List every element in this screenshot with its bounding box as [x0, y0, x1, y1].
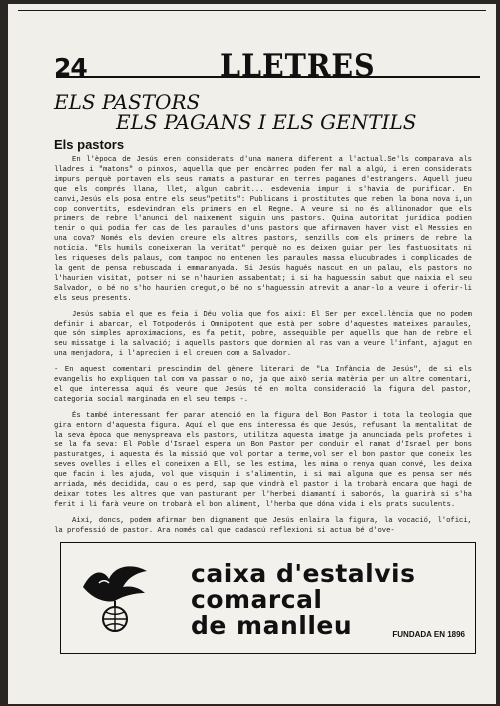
- page-number: 24: [54, 53, 87, 82]
- dove-globe-icon: [75, 557, 157, 639]
- article-title-line2: ELS PAGANS I ELS GENTILS: [116, 110, 417, 134]
- page-header: [20, 46, 480, 84]
- header-rule: [56, 76, 480, 78]
- bank-advert: [60, 542, 476, 654]
- article-subheading: Els pastors: [54, 137, 125, 152]
- section-title: LLETRES: [220, 48, 376, 84]
- advert-line-2: comarcal: [191, 585, 323, 614]
- advert-line-1: caixa d'estalvis: [191, 559, 416, 588]
- article-body: [54, 156, 472, 543]
- top-border: [18, 10, 486, 14]
- paragraph: Jesús sabia el que es feia i Déu volia que fos així: El Ser per excel.lència que no podem definir i abarcar, el Totpoderós i Omnipotent que està per sobre d'aquestes mateixes paraules, que són simples aproximacions, es fa petit, pobre, assequible per aquells que han de rebre el seu missatge i la salvació; i aquells pastors que dormien al ras van a veure l'infant, ajagut en una menjadora, i l'aprecien i el creuen com a Salvador.: [54, 310, 472, 359]
- paragraph: - En aquest comentari prescindim del gènere literari de "La Infància de Jesús", de si els evangelis ho expliquen tal com va passar o no, ja que això seria matèria per un altre comentari, el que interessa aquí és veure que Jesús té en molta consideració la figura del pastor, categoria social marginada en el seu temps -.: [54, 366, 472, 404]
- advert-line-3: de manlleu: [191, 611, 353, 640]
- paragraph: És també interessant fer parar atenció en la figura del Bon Pastor i tota la teologia que gira entorn d'aquesta figura. Aquí el que ens interessa és que Jesús, refusant la mentalitat de la seva època que menyspreava els pastors, utilitza aquesta imatge ja anunciada pels profetes i se la fa seva: El Poble d'Israel espera un Bon Pastor per conduir el ramat d'Israel per bons pasturatges, i aquesta és la missió que vol portar a terme,vol ser el bon pastor que coneix les seves ovelles i elles el coneixen a Ell, se les estima, les mima o renya quan convé, les deixa que facin i les ajuda, vol que visquin i s'alimentin, i si mai alguna que es pensa ser més arriada, més decidida, cau o es perd, sap que vindrà el pastor i la trobarà encara que hagi de deixar totes les altres que van pasturant per l'herbei diamantí i saborós, la guarirà si s'ha ferit i li farà veure on trobarà el bon aliment, l'herba que dóna vida i els prats suculents.: [54, 411, 472, 509]
- advert-founded: FUNDADA EN 1896: [392, 630, 465, 639]
- paragraph: Així, doncs, podem afirmar ben dignament que Jesús enlaira la figura, la vocació, l'ofici, la professió de pastor. Ara només cal que cadascú reflexioni si actua bé d'ove-: [54, 516, 472, 535]
- article-title-line1: ELS PASTORS: [54, 90, 201, 114]
- magazine-page: [8, 4, 496, 704]
- paragraph: En l'època de Jesús eren considerats d'una manera diferent a l'actual.Se'ls comparava als lladres i "matons" o pinxos, aquella que per encàrrec poden fer mal a algú, i eren considerats impurs perquè portaven els seus ramats a pasturar en terres paganes d'estrangers. Aquell jueu que els comprés llana, llet, algun cabrit... esdevenia impur i s'havia de purificar. En canvi,Jesús els posa entre els seus"petits": Publicans i prostitutes que reben la bona nova i,un cop convertits, esdevindran els primers en el Regne. A veure si no és allinonador que els primers de rebre l'anunci del naixement siguin uns pastors. Quina autoritat jurídica podien tenir o qui podia fer cas de les paraules d'uns pastors que afirmaven haver vist el Messies en una cova? Només els devien creure els altres pastors, senzills com els primers de rebre la notícia. "Els humils coneixeran la veritat" perquè no es deixen guiar per les fastuositats ni les riqueses dels palaus, com tampoc no entenen les paraules massa elucubrades i complicades de la gent de pensa rebuscada i emmaranyada. Si Jesús hagués nascut en un palau, els pastors no l'haurien visitat, potser ni se n'haurien assabentat; i si ha haguessin sabut que naixia el seu Salvador, o bé no s'ho haurien cregut,o bé no s'haguessin atrevit a anar-lo a veure i oferir-li els seus presents.: [54, 156, 472, 303]
